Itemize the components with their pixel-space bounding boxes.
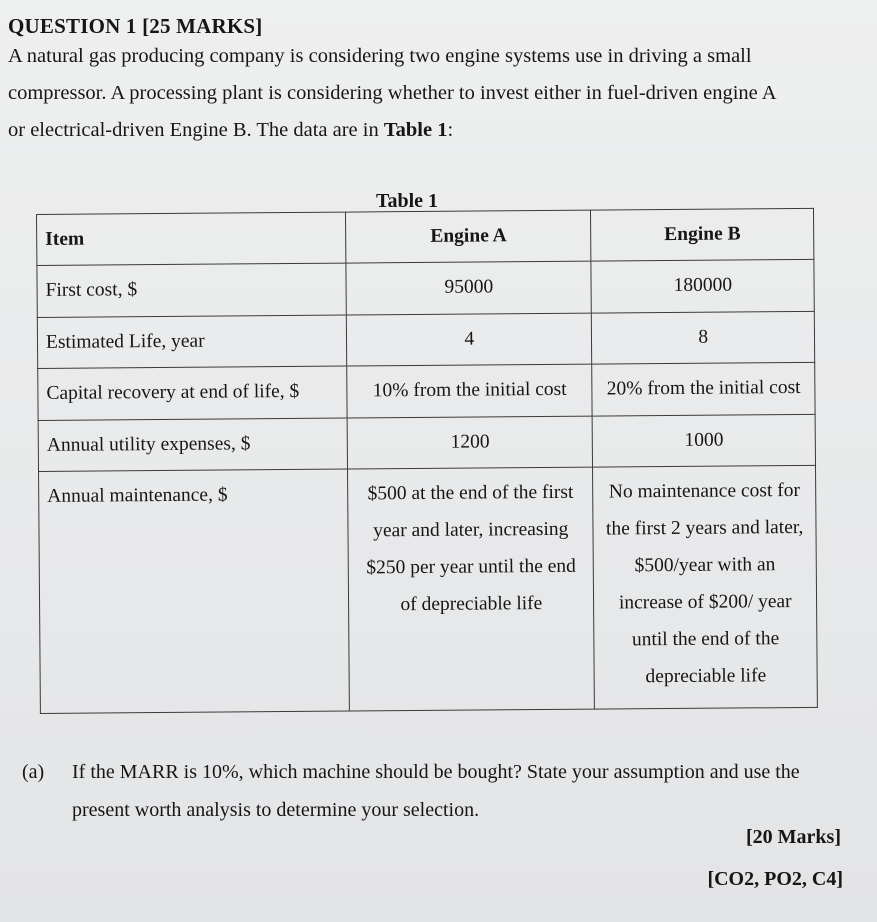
table-row xyxy=(38,363,815,421)
intro-line-2: compressor. A processing plant is considering whether to invest either in fuel-driven engine A xyxy=(8,82,777,104)
row-label: Annual maintenance, $ xyxy=(39,469,350,713)
row-label: Estimated Life, year xyxy=(37,315,347,369)
header-item: Item xyxy=(37,212,347,266)
part-a-question: If the MARR is 10%, which machine should be bought? State your assumption and use the present worth analysis to determine your selection. xyxy=(72,761,800,821)
engine-comparison-table xyxy=(36,208,818,714)
row-label: Capital recovery at end of life, $ xyxy=(38,366,348,420)
row-label: Annual utility expenses, $ xyxy=(38,418,348,472)
question-intro xyxy=(8,38,848,149)
part-a-label: (a) xyxy=(22,761,45,783)
table-header-row xyxy=(37,208,814,266)
table-row xyxy=(39,466,818,714)
engine-a-value: 4 xyxy=(346,313,592,366)
header-engine-a: Engine A xyxy=(346,210,592,263)
header-engine-b: Engine B xyxy=(591,208,814,261)
engine-a-value: 95000 xyxy=(346,262,592,315)
table-row xyxy=(37,311,814,369)
engine-b-value: 8 xyxy=(592,311,815,364)
engine-b-value: 1000 xyxy=(593,414,816,467)
course-outcome-codes: [CO2, PO2, C4] xyxy=(707,868,843,890)
engine-b-value: No maintenance cost for the first 2 years and later, $500/year with an increase of $200/ year until the end of the depreciable life xyxy=(593,466,817,710)
engine-b-value: 180000 xyxy=(591,260,814,313)
engine-a-value: 1200 xyxy=(347,416,593,469)
table-row xyxy=(38,414,815,472)
intro-line-1: A natural gas producing company is considering two engine systems use in driving a small xyxy=(8,45,752,67)
intro-line-3 xyxy=(8,112,848,149)
engine-a-value: $500 at the end of the first year and later, increasing $250 per year until the end of depreciable life xyxy=(348,467,595,711)
table-row xyxy=(37,260,814,318)
question-heading: QUESTION 1 [25 MARKS] xyxy=(8,14,263,38)
intro-line-3-colon: : xyxy=(447,119,454,141)
intro-line-3-text: or electrical-driven Engine B. The data are in xyxy=(8,119,384,141)
engine-b-value: 20% from the initial cost xyxy=(592,363,815,416)
part-a-marks: [20 Marks] xyxy=(746,826,841,848)
table-caption: Table 1 xyxy=(376,190,439,212)
row-label: First cost, $ xyxy=(37,264,347,318)
engine-a-value: 10% from the initial cost xyxy=(347,364,593,417)
table-reference: Table 1 xyxy=(383,119,448,141)
